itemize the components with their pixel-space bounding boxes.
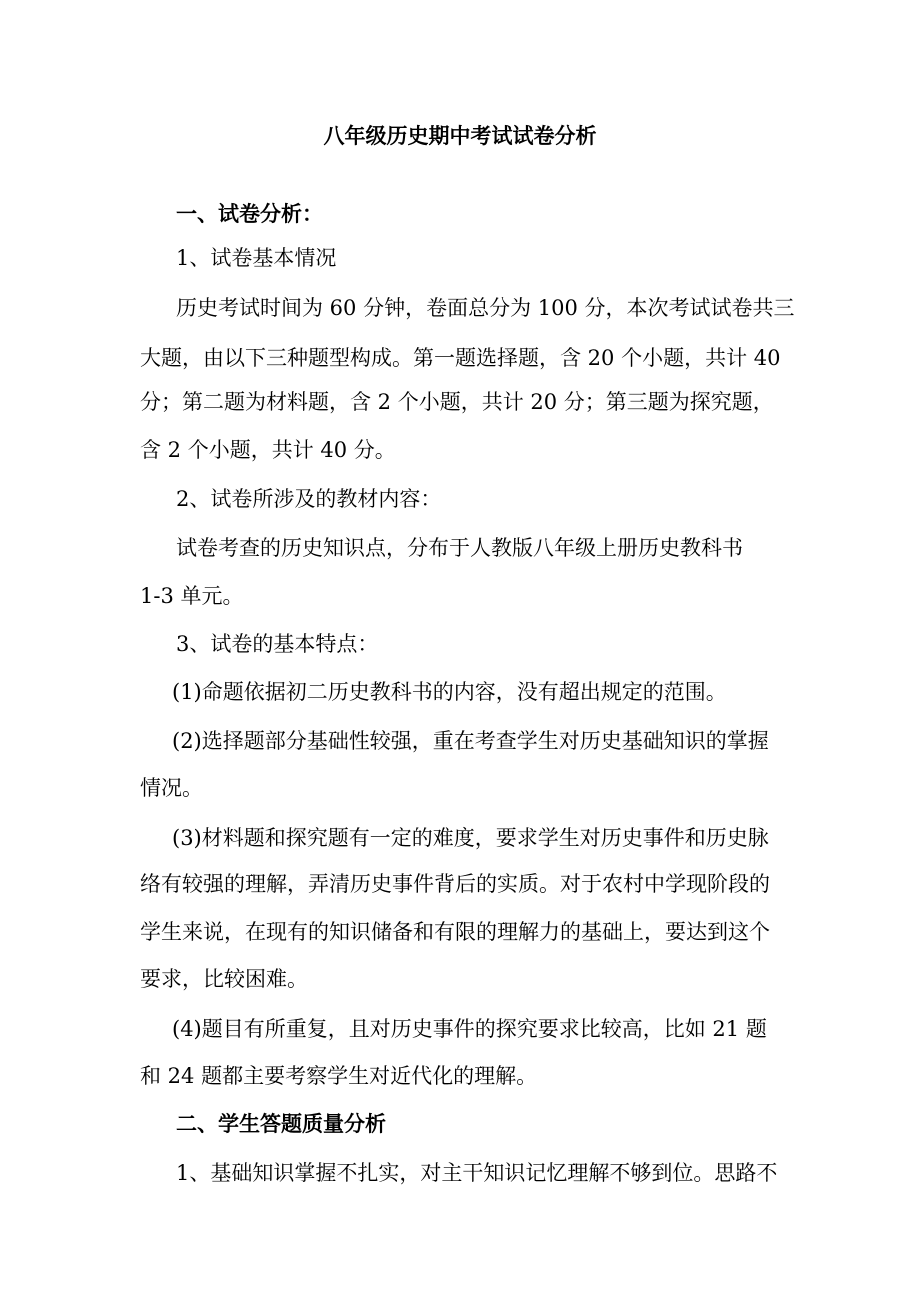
- section-2-heading: 二、学生答题质量分析: [176, 1111, 386, 1136]
- paragraph-line: 历史考试时间为 60 分钟，卷面总分为 100 分，本次考试试卷共三: [176, 296, 795, 320]
- item-3-heading: 3、试卷的基本特点：: [176, 632, 379, 656]
- paragraph-line: 试卷考查的历史知识点，分布于人教版八年级上册历史教科书: [176, 536, 743, 560]
- point-3-line: 络有较强的理解，弄清历史事件背后的实质。对于农村中学现阶段的: [140, 872, 770, 896]
- point-4-line: (4)题目有所重复，且对历史事件的探究要求比较高，比如 21 题: [172, 1017, 767, 1041]
- point-4-line: 和 24 题都主要考察学生对近代化的理解。: [140, 1064, 538, 1088]
- paragraph-line: 1、基础知识掌握不扎实，对主干知识记忆理解不够到位。思路不: [176, 1161, 778, 1185]
- point-2-line: 情况。: [140, 776, 203, 800]
- section-1-heading: 一、试卷分析：: [176, 201, 323, 226]
- point-1: (1)命题依据初二历史教科书的内容，没有超出规定的范围。: [172, 680, 727, 704]
- paragraph-line: 分；第二题为材料题，含 2 个小题，共计 20 分；第三题为探究题，: [140, 390, 774, 414]
- point-3-line: 要求，比较困难。: [140, 967, 308, 991]
- paragraph-line: 含 2 个小题，共计 40 分。: [140, 438, 396, 462]
- item-1-heading: 1、试卷基本情况: [176, 246, 337, 270]
- point-2-line: (2)选择题部分基础性较强，重在考查学生对历史基础知识的掌握: [172, 729, 769, 753]
- paragraph-line: 大题，由以下三种题型构成。第一题选择题，含 20 个小题，共计 40: [140, 346, 781, 370]
- document-title: 八年级历史期中考试试卷分析: [323, 123, 597, 148]
- item-2-heading: 2、试卷所涉及的教材内容：: [176, 487, 442, 511]
- point-3-line: (3)材料题和探究题有一定的难度，要求学生对历史事件和历史脉: [172, 826, 769, 850]
- paragraph-line: 1-3 单元。: [140, 584, 244, 608]
- point-3-line: 学生来说，在现有的知识储备和有限的理解力的基础上，要达到这个: [140, 920, 770, 944]
